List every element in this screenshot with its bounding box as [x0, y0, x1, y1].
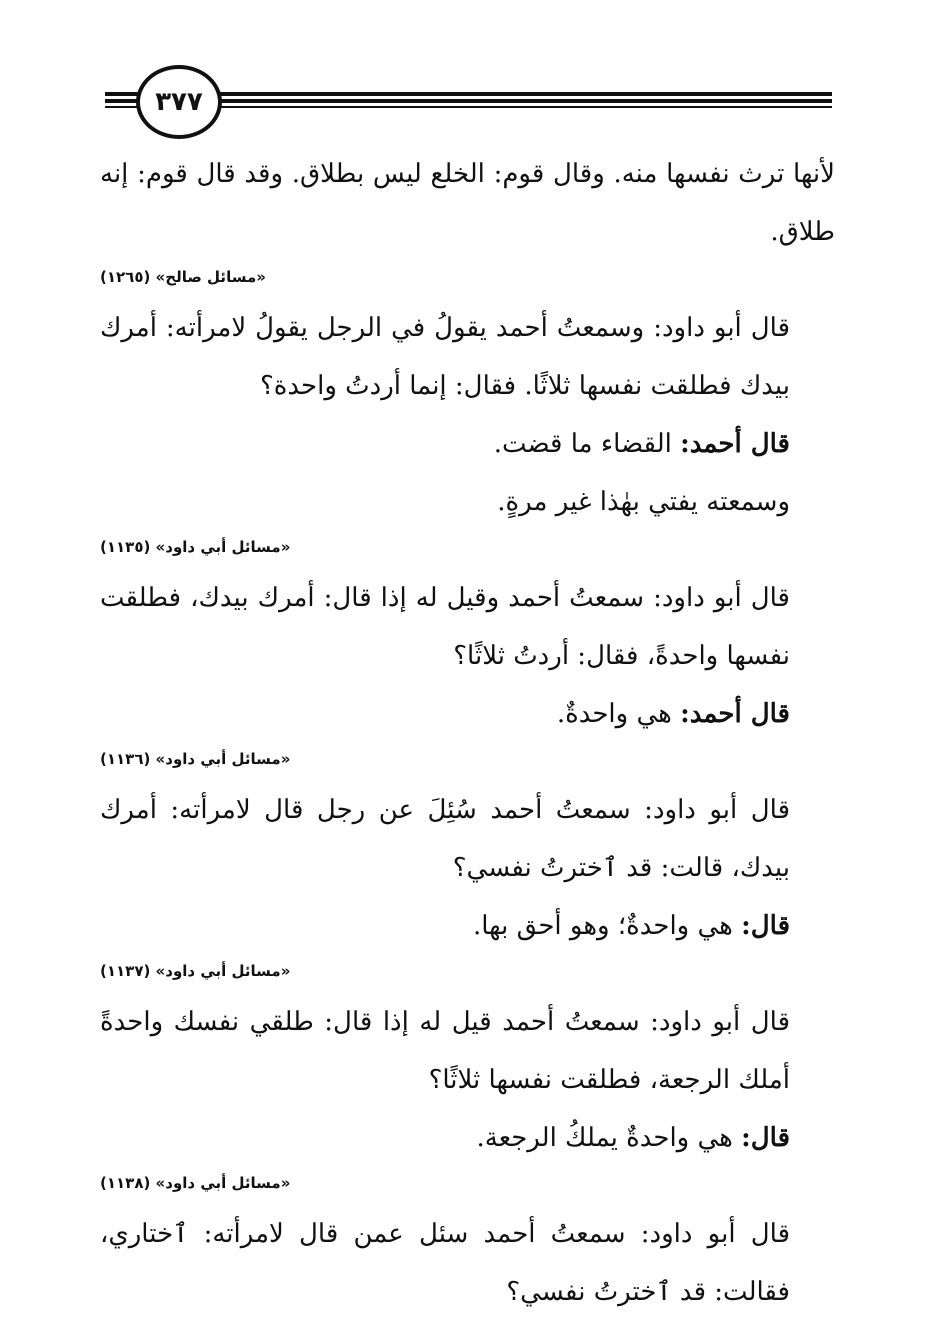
ruling-line [100, 415, 835, 473]
source-citation: «مسائل صالح» (١٢٦٥) [100, 268, 266, 286]
body-paragraph: قال أبو داود: سمعتُ أحمد وقيل له إذا قال: أمرك بيدك، فطلقت نفسها واحدةً، فقال: أردتُ ثلاثًا؟ [100, 583, 790, 671]
ruling-line [100, 1109, 835, 1167]
speaker-label: قال: [741, 911, 790, 941]
ruling-text: هي واحدةٌ؛ وهو أحق بها. [472, 911, 733, 941]
body-paragraph: لأنها ترث نفسها منه. وقال قوم: الخلع ليس بطلاق. وقد قال قوم: إنه طلاق. [100, 159, 835, 247]
source-citation: «مسائل أبي داود» (١١٣٦) [100, 750, 291, 768]
ruling-line [100, 473, 835, 531]
body-paragraph: قال أبو داود: وسمعتُ أحمد يقولُ في الرجل يقولُ لامرأته: أمرك بيدك فطلقت نفسها ثلاثًا. فقال: إنما أردتُ واحدة؟ [100, 313, 790, 401]
source-citation: «مسائل أبي داود» (١١٣٧) [100, 962, 291, 980]
page-number: ٣٧٧ [155, 87, 203, 117]
ruling-text: هي واحدةٌ. [556, 699, 672, 729]
speaker-label: قال: [741, 1123, 790, 1153]
ruling-line [100, 685, 835, 743]
speaker-label: قال أحمد: [680, 699, 790, 729]
source-citation: «مسائل أبي داود» (١١٣٨) [100, 1174, 291, 1192]
ruling-text: هي واحدةٌ يملكُ الرجعة. [476, 1123, 733, 1153]
ruling-line [100, 897, 835, 955]
speaker-label: قال أحمد: [680, 429, 790, 459]
ruling-text: القضاء ما قضت. [493, 429, 672, 459]
page-body [100, 145, 835, 1321]
body-paragraph: قال أبو داود: سمعتُ أحمد قيل له إذا قال: طلقي نفسك واحدةً أملك الرجعة، فطلقت نفسها ثلاثًا؟ [100, 1007, 790, 1095]
page-header [0, 0, 948, 140]
body-paragraph: قال أبو داود: سمعتُ أحمد سُئِلَ عن رجل قال لامرأته: أمرك بيدك، قالت: قد ٱخترتُ نفسي؟ [100, 795, 790, 883]
body-paragraph: قال أبو داود: سمعتُ أحمد سئل عمن قال لامرأته: ٱختاري، فقالت: قد ٱخترتُ نفسي؟ [100, 1219, 790, 1307]
page-number-badge [136, 65, 222, 139]
ruling-text: وسمعته يفتي بهٰذا غير مرةٍ. [497, 487, 790, 517]
source-citation: «مسائل أبي داود» (١١٣٥) [100, 538, 291, 556]
